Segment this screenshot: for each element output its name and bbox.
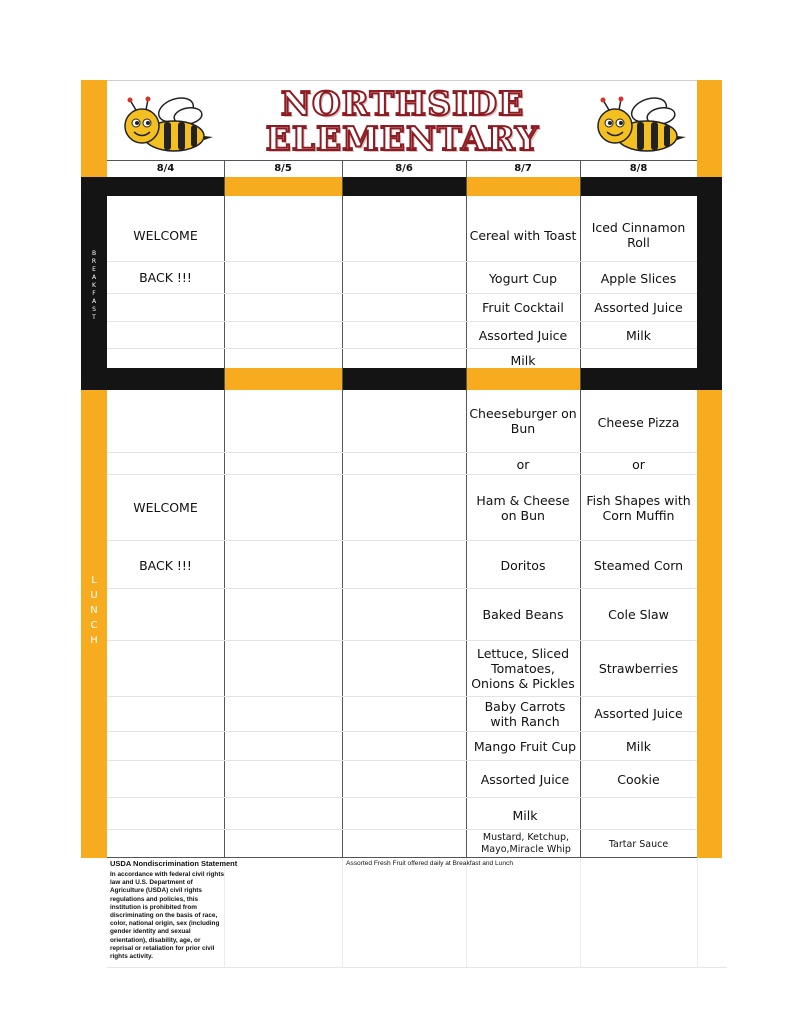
- lunch-8-7-item: Milk: [512, 807, 538, 823]
- breakfast-side-label: B R E A K F A S T: [91, 250, 97, 321]
- lunch-8-8-item: Fish Shapes with Corn Muffin: [586, 493, 691, 523]
- band-bottom-8-7: [466, 368, 580, 390]
- lunch-8-7-item: Lettuce, Sliced Tomatoes, Onions & Pickles: [471, 645, 575, 691]
- lunch-8-7-item: Doritos: [500, 557, 546, 573]
- band-top-8-7: [466, 177, 580, 196]
- fresh-fruit-note: Assorted Fresh Fruit offered daily at Breakfast and Lunch: [346, 860, 514, 867]
- row-divider: [107, 261, 697, 262]
- breakfast-8-8-item: Assorted Juice: [594, 299, 683, 315]
- lunch-8-4-line1: WELCOME: [133, 499, 198, 515]
- date-8-4: 8/4: [156, 163, 175, 174]
- breakfast-8-7-item: Fruit Cocktail: [482, 299, 564, 315]
- breakfast-8-7-item: Milk: [510, 352, 536, 368]
- breakfast-8-7-item: Cereal with Toast: [469, 227, 577, 243]
- breakfast-8-4-line2: BACK !!!: [139, 269, 192, 285]
- row-divider: [107, 474, 697, 475]
- breakfast-frame-top: [81, 177, 722, 196]
- row-divider: [107, 452, 697, 453]
- row-divider: [107, 760, 697, 761]
- column-divider: [342, 160, 343, 858]
- breakfast-8-4-line1: WELCOME: [133, 227, 198, 243]
- column-divider: [224, 160, 225, 858]
- lunch-8-7-item: Ham & Cheese on Bun: [476, 493, 570, 523]
- lunch-side-label: L U N C H: [90, 575, 98, 646]
- breakfast-frame-bottom: [81, 368, 722, 390]
- lunch-8-7-item: Baby Carrots with Ranch: [484, 699, 566, 729]
- breakfast-frame-right: [697, 177, 722, 390]
- date-row-border: [107, 160, 697, 161]
- lunch-bottom-border: [107, 857, 697, 858]
- row-divider: [107, 348, 697, 349]
- lunch-8-8-item: Steamed Corn: [593, 557, 684, 573]
- lunch-8-8-item: or: [632, 456, 645, 472]
- row-divider: [107, 696, 697, 697]
- footer-grid-line: [466, 858, 467, 967]
- school-title-line1: NORTHSIDE: [280, 84, 525, 123]
- row-divider: [107, 731, 697, 732]
- lunch-8-8-item: Strawberries: [598, 660, 679, 676]
- date-8-5: 8/5: [274, 163, 292, 174]
- school-title-line2: ELEMENTARY: [265, 119, 540, 158]
- band-bottom-8-5: [224, 368, 342, 390]
- row-divider: [107, 829, 697, 830]
- row-divider: [107, 540, 697, 541]
- row-divider: [107, 293, 697, 294]
- lunch-8-7-item: Mango Fruit Cup: [473, 738, 577, 754]
- bee-mascot-left-icon: [118, 96, 216, 156]
- row-divider: [107, 321, 697, 322]
- footer-grid-line: [224, 858, 225, 967]
- lunch-8-7-item: Cheeseburger on Bun: [469, 406, 577, 436]
- band-top-8-5: [224, 177, 342, 196]
- footer-grid-line: [342, 858, 343, 967]
- lunch-8-7-condiments: Mustard, Ketchup, Mayo,Miracle Whip: [481, 832, 571, 855]
- lunch-8-8-item: Milk: [626, 738, 651, 754]
- row-divider: [107, 640, 697, 641]
- lunch-8-4-line2: BACK !!!: [139, 557, 192, 573]
- row-divider: [107, 797, 697, 798]
- lunch-8-7-item: Assorted Juice: [480, 771, 570, 787]
- lunch-8-8-item: Cole Slaw: [608, 606, 669, 622]
- footer-grid-line: [697, 858, 698, 967]
- lunch-8-8-item: Cookie: [617, 771, 660, 787]
- right-side-bar-top: [697, 80, 722, 178]
- usda-statement-body: In accordance with federal civil rights law and U.S. Department of Agriculture (USDA) civil rights regulations and policies, this institution is prohibited from discriminating on the basis of race, color, national origin, sex (including gender identity and sexual orientation), disability, age, or reprisal or retaliation for prior civil rights activity.: [110, 871, 225, 961]
- row-divider: [107, 588, 697, 589]
- breakfast-8-7-item: Assorted Juice: [478, 327, 568, 343]
- usda-statement-title: USDA Nondiscrimination Statement: [110, 859, 238, 868]
- lunch-8-8-item: Tartar Sauce: [608, 839, 669, 850]
- lunch-8-7-item: Baked Beans: [482, 606, 564, 622]
- lunch-8-7-item: or: [516, 456, 530, 472]
- bee-mascot-right-icon: [591, 96, 689, 156]
- left-side-bar-top: [81, 80, 107, 178]
- date-8-7: 8/7: [514, 163, 532, 174]
- breakfast-8-8-item: Iced Cinnamon Roll: [591, 220, 686, 250]
- footer-grid-line: [107, 967, 727, 968]
- date-8-8: 8/8: [629, 163, 648, 174]
- breakfast-8-8-item: Apple Slices: [600, 270, 677, 286]
- breakfast-8-7-item: Yogurt Cup: [488, 270, 558, 286]
- breakfast-8-8-item: Milk: [626, 327, 651, 343]
- lunch-8-8-item: Assorted Juice: [594, 705, 683, 721]
- right-side-bar-lunch: [697, 390, 722, 858]
- footer-grid-line: [580, 858, 581, 967]
- date-8-6: 8/6: [395, 163, 413, 174]
- lunch-8-8-item: Cheese Pizza: [597, 414, 680, 430]
